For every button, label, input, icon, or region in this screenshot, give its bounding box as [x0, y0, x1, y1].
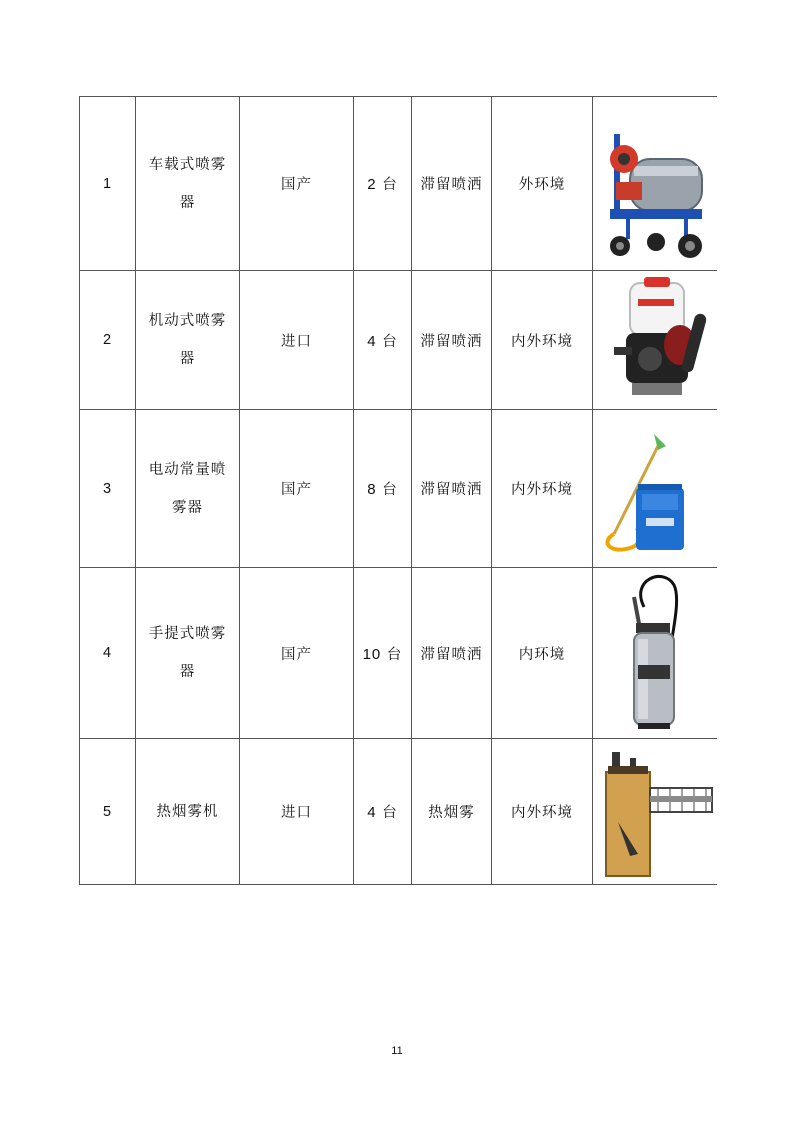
device-name: 电动常量喷雾器 — [148, 461, 227, 516]
method-cell: 滞留喷洒 — [412, 271, 492, 410]
image-cell — [593, 568, 717, 739]
handheld-sprayer-icon — [600, 569, 710, 737]
scope-cell: 外环境 — [492, 97, 593, 271]
quantity-value: 2 — [367, 176, 377, 193]
electric-sprayer-icon — [600, 424, 710, 554]
quantity-value: 10 — [362, 645, 382, 663]
row-number: 1 — [80, 97, 136, 271]
cart-sprayer-icon — [600, 104, 710, 264]
image-cell — [593, 410, 717, 568]
device-name-cell — [136, 410, 240, 568]
table-row — [80, 568, 717, 739]
origin-cell: 进口 — [240, 271, 354, 410]
quantity-value: 4 — [367, 804, 377, 821]
table-row — [80, 410, 717, 568]
row-number: 5 — [80, 739, 136, 885]
method-cell: 滞留喷洒 — [412, 97, 492, 271]
scope-cell: 内环境 — [492, 568, 593, 739]
device-name-cell — [136, 739, 240, 885]
device-name-cell — [136, 568, 240, 739]
method-cell: 滞留喷洒 — [412, 410, 492, 568]
table-row — [80, 97, 717, 271]
row-number: 2 — [80, 271, 136, 410]
page-number: 11 — [391, 1045, 403, 1057]
quantity-cell — [354, 97, 412, 271]
image-cell — [593, 97, 717, 271]
device-name-cell — [136, 97, 240, 271]
quantity-cell — [354, 410, 412, 568]
quantity-unit: 台 — [382, 177, 398, 193]
origin-cell: 国产 — [240, 568, 354, 739]
scope-cell: 内外环境 — [492, 410, 593, 568]
backpack-motor-sprayer-icon — [600, 275, 710, 405]
method-cell: 热烟雾 — [412, 739, 492, 885]
equipment-table — [79, 96, 717, 885]
origin-cell: 国产 — [240, 97, 354, 271]
image-cell — [593, 739, 717, 885]
device-name: 热烟雾机 — [156, 803, 219, 820]
origin-cell: 国产 — [240, 410, 354, 568]
quantity-unit: 台 — [382, 805, 398, 821]
thermal-fogger-icon — [596, 742, 714, 882]
quantity-cell — [354, 271, 412, 410]
device-name: 机动式喷雾器 — [148, 313, 227, 367]
scope-cell: 内外环境 — [492, 739, 593, 885]
image-cell — [593, 271, 717, 410]
quantity-cell — [354, 739, 412, 885]
quantity-value: 8 — [367, 481, 377, 498]
table-row — [80, 271, 717, 410]
device-name: 手提式喷雾器 — [148, 626, 227, 680]
row-number: 4 — [80, 568, 136, 739]
quantity-unit: 台 — [386, 646, 403, 663]
method-cell: 滞留喷洒 — [412, 568, 492, 739]
quantity-value: 4 — [367, 332, 377, 350]
scope-cell: 内外环境 — [492, 271, 593, 410]
quantity-cell — [354, 568, 412, 739]
device-name: 车载式喷雾器 — [148, 156, 227, 211]
table-row — [80, 739, 717, 885]
device-name-cell — [136, 271, 240, 410]
quantity-unit: 台 — [382, 333, 398, 350]
origin-cell: 进口 — [240, 739, 354, 885]
row-number: 3 — [80, 410, 136, 568]
quantity-unit: 台 — [382, 482, 398, 498]
